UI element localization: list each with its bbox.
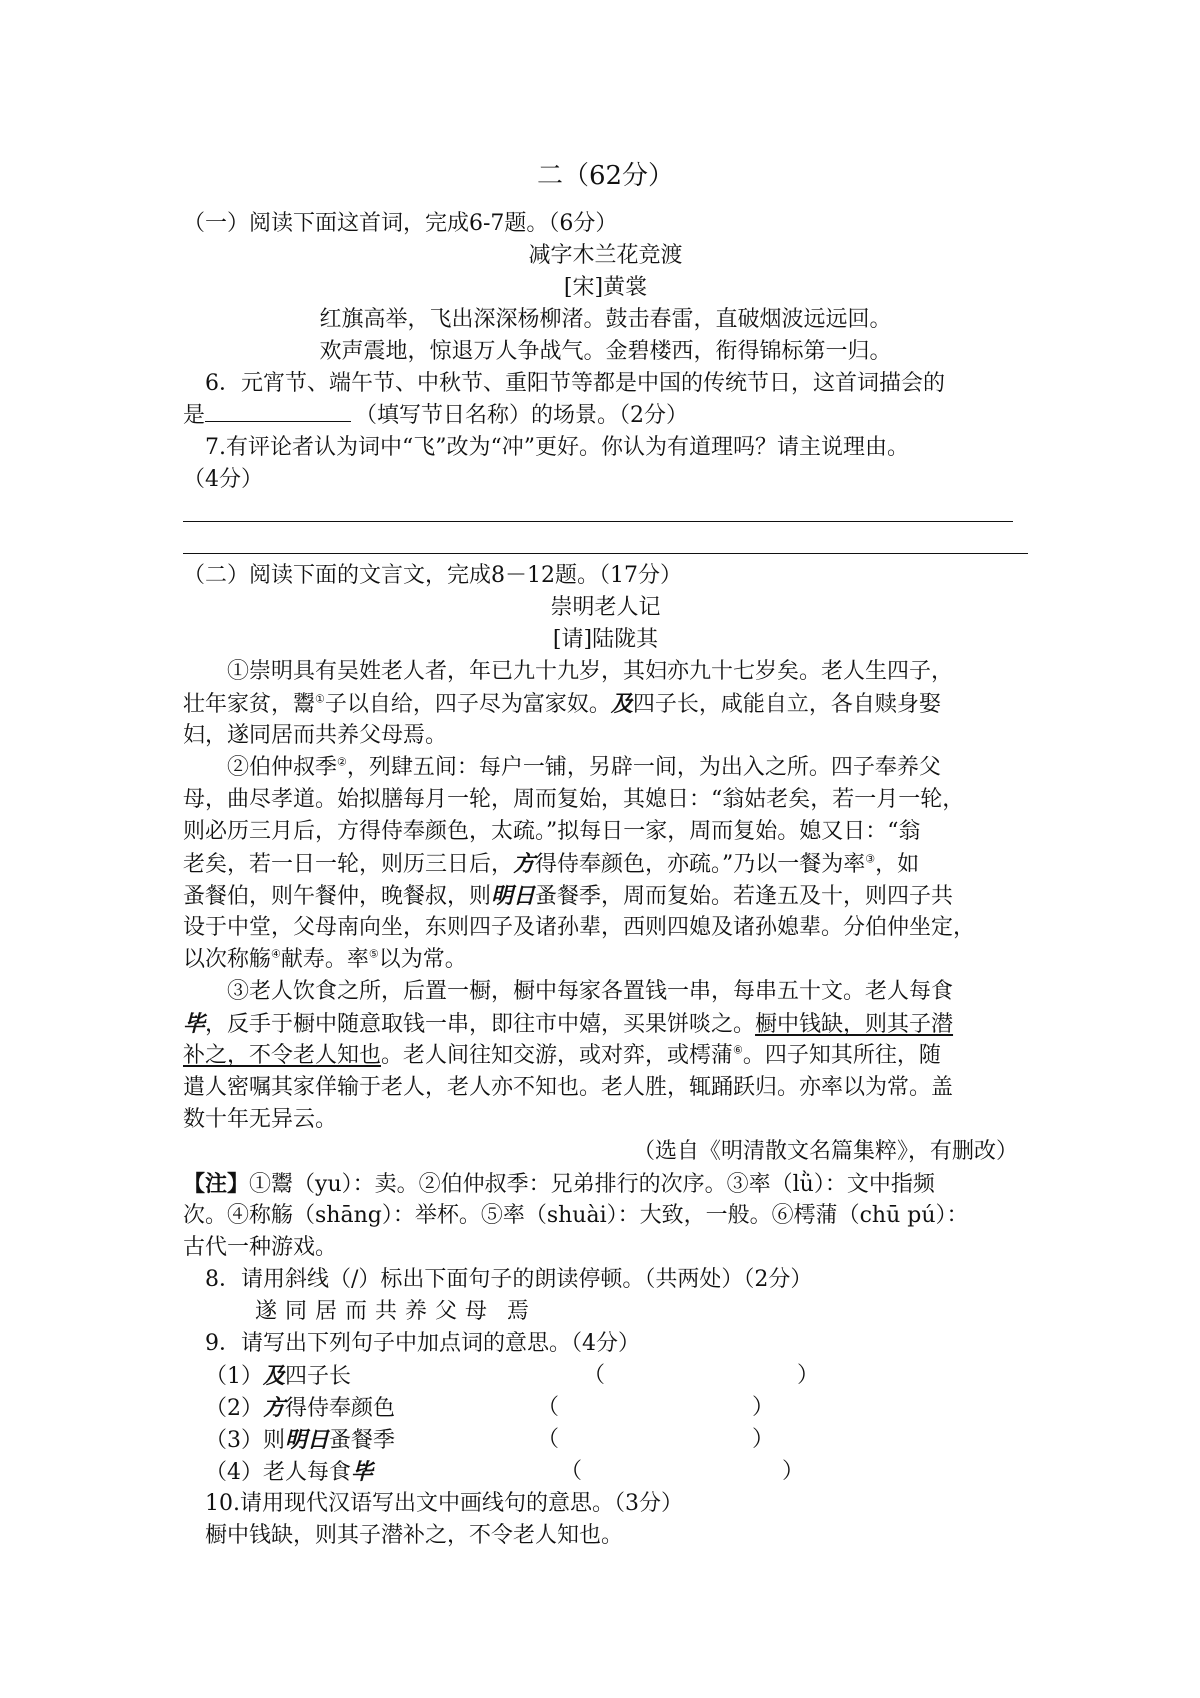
para1-line3: 妇，遂同居而共养父母焉。 (183, 723, 448, 748)
part2-heading: （二）阅读下面的文言文，完成8－12题。（17分） (183, 563, 682, 588)
emphasized-word-mingri: 明日 (491, 883, 536, 909)
source-citation: （选自《明清散文名篇集粹》，有删改） (632, 1139, 1018, 1164)
section-title: 二（62分） (536, 161, 675, 191)
text-span: 蚤餐伯，则午餐仲，晚餐叔，则 (183, 884, 492, 909)
answer-paren-close-1: ） (797, 1363, 820, 1388)
para2-line1 (227, 752, 1072, 784)
note-ref-1: ① (315, 692, 325, 706)
text-span: 四子长 (285, 1364, 352, 1389)
text-span: 得侍奉颜色 (285, 1396, 396, 1421)
para3-line5: 数十年无异云。 (183, 1107, 338, 1132)
pause-sentence-end: 焉 (507, 1299, 530, 1324)
para3-line2 (183, 1008, 1028, 1041)
text-span: 得侍奉颜色，亦疏。”乃以一餐为率 (535, 852, 866, 877)
question-6-suffix: （填写节日名称）的场景。（2分） (355, 403, 689, 428)
answer-line-1[interactable] (183, 521, 1013, 522)
question-9-item-1 (205, 1360, 1050, 1393)
text-span: 以次称觞 (183, 947, 272, 972)
text-span: 。老人间往知交游，或对弈，或樗蒲 (381, 1043, 734, 1068)
text-span: 以为常。 (378, 947, 467, 972)
para2-line7 (183, 944, 1028, 976)
notes-line3: 古代一种游戏。 (183, 1235, 338, 1260)
question-9-item-4 (205, 1456, 1050, 1489)
para2-line3: 则必历三月后，方得侍奉颜色，太疏。”拟每日一家，周而复始。媳又日：“翁 (183, 819, 921, 844)
text-span: ，反手于橱中随意取钱一串，即往市中嬉，买果饼啖之。 (205, 1012, 756, 1037)
text-span: ①鬻（yu）：卖。②伯仲叔季：兄弟排行的次序。③率（lǜ）：文中指频 (249, 1172, 935, 1197)
notes-line1 (183, 1168, 1028, 1201)
para1-line1: ①崇明具有吴姓老人者，年已九十九岁，其妇亦九十七岁矣。老人生四子， (227, 659, 954, 684)
emphasized-word-ji: 及 (610, 691, 633, 717)
underlined-sentence-part1: 橱中钱缺，则其子潜 (755, 1012, 954, 1037)
para2-line6: 设于中堂，父母南向坐，东则四子及诸孙辈，西则四媳及诸孙媳辈。分伯仲坐定， (183, 915, 976, 940)
text-span: ，列肆五间：每户一铺，另辟一间，为出入之所。四子奉养父 (346, 755, 941, 780)
note-ref-2: ② (337, 755, 347, 769)
text-span: 则 (263, 1428, 286, 1453)
question-8-sentence[interactable] (255, 1296, 1100, 1328)
emphasized-word: 方 (263, 1395, 286, 1421)
note-ref-5: ⑤ (368, 947, 379, 961)
answer-blank-q6[interactable] (205, 401, 351, 422)
text-span: 老矣，若一日一轮，则历三日后， (183, 852, 514, 877)
question-10-sentence: 橱中钱缺，则其子潜补之，不令老人知也。 (205, 1523, 624, 1548)
answer-paren-open-1: （ (583, 1363, 606, 1388)
answer-paren-open-4: （ (560, 1459, 583, 1484)
text-span: 蚤餐季，周而复始。若逢五及十，则四子共 (535, 884, 954, 909)
question-6-line1: 6．元宵节、端午节、中秋节、重阳节等都是中国的传统节日，这首词描会的 (205, 371, 945, 396)
emphasized-word-bi: 毕 (183, 1011, 206, 1037)
note-ref-3: ③ (865, 852, 876, 866)
answer-paren-close-3: ） (752, 1427, 775, 1452)
para2-line4 (183, 848, 1028, 881)
para2-line2: 母，曲尽孝道。始拟膳每月一轮，周而复始，其媳日：“翁姑老矣，若一月一轮， (183, 787, 965, 812)
text-span: 老人每食 (263, 1460, 352, 1485)
poem-author: [宋]黄裳 (563, 275, 648, 300)
emphasized-word: 毕 (351, 1459, 374, 1485)
notes-label: 【注】 (183, 1171, 250, 1197)
text-span: 献寿。率 (280, 947, 369, 972)
para1-line2 (183, 688, 1028, 721)
question-7-line1: 7.有评论者认为词中“飞”改为“冲”更好。你认为有道理吗？请主说理由。 (205, 435, 909, 460)
poem-title: 减字木兰花竞渡 (528, 243, 683, 268)
item-number: （1） (205, 1364, 263, 1389)
part1-heading: （一）阅读下面这首词，完成6-7题。（6分） (183, 211, 618, 236)
item-number: （3） (205, 1428, 263, 1453)
item-number: （4） (205, 1460, 263, 1485)
essay-author: [请]陆陇其 (552, 627, 659, 652)
emphasized-word-fang: 方 (513, 851, 536, 877)
text-span: ，如 (875, 852, 920, 877)
para3-line4: 遣人密嘱其家佯输于老人，老人亦不知也。老人胜，辄踊跃归。亦率以为常。盖 (183, 1075, 954, 1100)
emphasized-word: 及 (263, 1363, 286, 1389)
poem-line-2: 欢声震地，惊退万人争战气。金碧楼西，衔得锦标第一归。 (319, 339, 892, 364)
text-span: 。四子知其所往，随 (742, 1043, 941, 1068)
underlined-sentence-part2: 补之，不令老人知也 (183, 1043, 382, 1068)
item-number: （2） (205, 1396, 263, 1421)
notes-line2: 次。④称觞（shāng）：举杯。⑤率（shuài）：大致，一般。⑥樗蒲（chū pú）： (183, 1203, 969, 1228)
question-8: 8．请用斜线（/）标出下面句子的朗读停顿。（共两处）（2分） (205, 1267, 813, 1292)
question-9-item-2 (205, 1392, 1050, 1425)
pause-sentence: 遂同居而共养父母 (255, 1299, 496, 1324)
note-ref-4: ④ (271, 947, 281, 961)
question-7-line2: （4分） (183, 467, 263, 492)
text-span: 四子长，咸能自立，各自赎身娶 (632, 692, 941, 717)
emphasized-word: 明日 (285, 1427, 330, 1453)
question-9-item-3 (205, 1424, 1050, 1457)
answer-paren-open-3: （ (537, 1427, 560, 1452)
question-6-line2 (183, 400, 1028, 432)
answer-line-2[interactable] (183, 553, 1028, 554)
poem-line-1: 红旗高举，飞出深深杨柳渚。鼓击春雷，直破烟波远远回。 (319, 307, 892, 332)
text-span: 蚤餐季 (329, 1428, 396, 1453)
text-span: 子以自给，四子尽为富家奴。 (324, 692, 611, 717)
para2-line5 (183, 880, 1028, 913)
answer-paren-open-2: （ (537, 1395, 560, 1420)
text-span: ②伯仲叔季 (227, 755, 338, 780)
question-9: 9．请写出下列句子中加点词的意思。（4分） (205, 1331, 640, 1356)
note-ref-6: ⑥ (733, 1043, 743, 1057)
essay-title: 崇明老人记 (550, 595, 661, 620)
para3-line1: ③老人饮食之所，后置一橱，橱中每家各置钱一串，每串五十文。老人每食 (227, 979, 954, 1004)
answer-paren-close-2: ） (752, 1395, 775, 1420)
text-span: 壮年家贫，鬻 (183, 692, 316, 717)
answer-paren-close-4: ） (782, 1459, 805, 1484)
question-10: 10.请用现代汉语写出文中画线句的意思。（3分） (205, 1491, 683, 1516)
para3-line3 (183, 1040, 1028, 1072)
question-6-prefix: 是 (183, 403, 206, 428)
